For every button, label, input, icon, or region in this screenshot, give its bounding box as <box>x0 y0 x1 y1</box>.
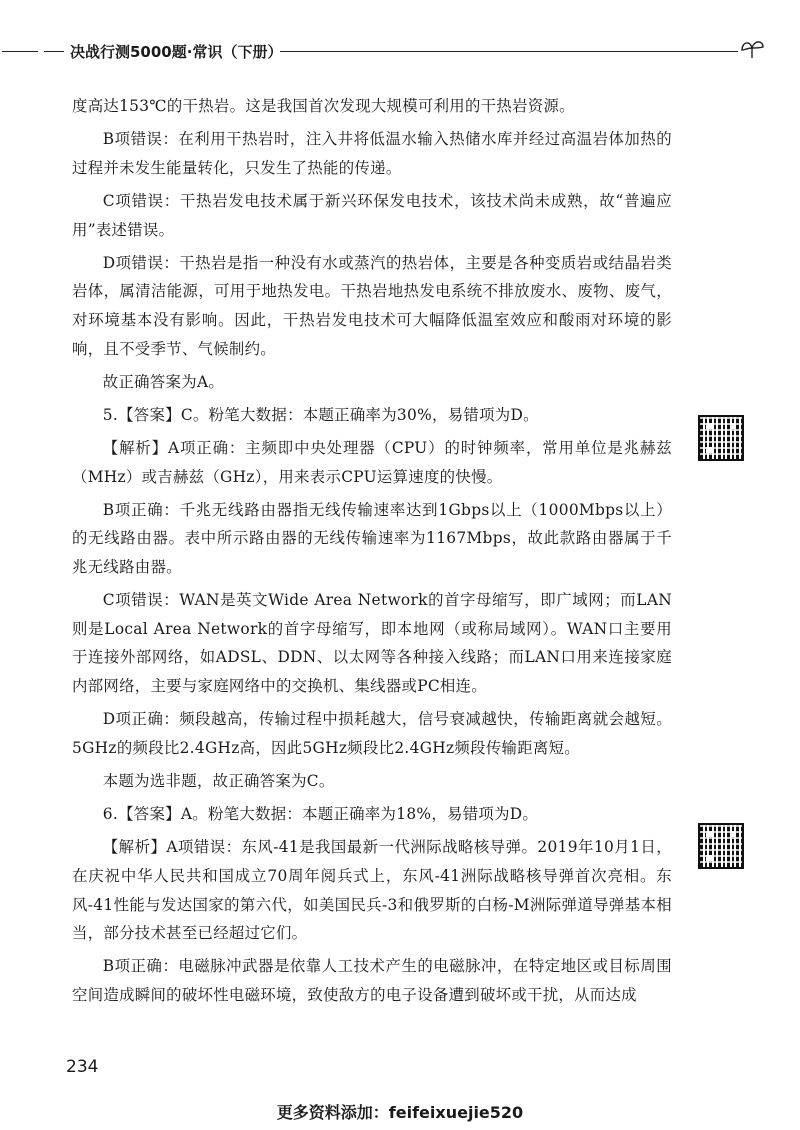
paragraph: D项正确：频段越高，传输过程中损耗越大，信号衰减越快，传输距离就会越短。5GHz的频段比2.4GHz高，因此5GHz频段比2.4GHz频段传输距离短。 <box>72 710 672 757</box>
footer-note: 更多资料添加：feifeixuejie520 <box>276 1103 524 1122</box>
header-rule <box>2 51 38 52</box>
paragraph: C项错误：WAN是英文Wide Area Network的首字母缩写，即广域网；而LAN则是Local Area Network的首字母缩写，即本地网（或称局域网）。WAN口主要用于连接外部网络，如ADSL、DDN、以太网等各种接入线路；而LAN口用来连接家庭内部网络，主要与家庭网络中的交换机、集线器或PC相连。 <box>72 591 672 696</box>
page-body <box>72 92 672 1014</box>
paragraph: 【解析】A项错误：东风-41是我国最新一代洲际战略核导弹。2019年10月1日，在庆祝中华人民共和国成立70周年阅兵式上，东风-41洲际战略核导弹首次亮相。东风-41性能与发达国家的第六代，如美国民兵-3和俄罗斯的白杨-M洲际弹道导弹基本相当，部分技术甚至已经超过它们。 <box>72 838 672 943</box>
paragraph: 度高达153℃的干热岩。这是我国首次发现大规模可利用的干热岩资源。 <box>72 97 575 115</box>
book-title: 决战行测5000题·常识（下册） <box>70 43 283 61</box>
paragraph: 故正确答案为A。 <box>102 372 225 391</box>
paragraph: B项错误：在利用干热岩时，注入井将低温水输入热储水库并经过高温岩体加热的过程并未发生能量转化，只发生了热能的传递。 <box>72 130 672 177</box>
leaf-ornament-icon <box>738 36 766 62</box>
page-header <box>0 36 800 66</box>
answer-heading: 6.【答案】A。粉笔大数据：本题正确率为18%，易错项为D。 <box>102 805 539 824</box>
qr-code-icon <box>698 823 744 869</box>
header-rule <box>280 51 738 52</box>
page-number: 234 <box>66 1057 99 1077</box>
paragraph: D项错误：干热岩是指一种没有水或蒸汽的热岩体，主要是各种变质岩或结晶岩类岩体，属清洁能源，可用于地热发电。干热岩地热发电系统不排放废水、废物、废气，对环境基本没有影响。因此，干热岩发电技术可大幅降低温室效应和酸雨对环境的影响，且不受季节、气候制约。 <box>72 253 672 358</box>
qr-code-icon <box>698 415 744 461</box>
answer-heading: 5.【答案】C。粉笔大数据：本题正确率为30%，易错项为D。 <box>102 405 539 424</box>
paragraph: B项正确：电磁脉冲武器是依靠人工技术产生的电磁脉冲，在特定地区或目标周围空间造成瞬间的破坏性电磁环境，致使敌方的电子设备遭到破坏或干扰，从而达成 <box>72 957 672 1004</box>
paragraph: 【解析】A项正确：主频即中央处理器（CPU）的时钟频率，常用单位是兆赫兹（MHz）或吉赫兹（GHz），用来表示CPU运算速度的快慢。 <box>72 439 672 486</box>
paragraph: C项错误：干热岩发电技术属于新兴环保发电技术，该技术尚未成熟，故“普遍应用”表述错误。 <box>72 191 672 239</box>
header-rule <box>44 51 64 52</box>
paragraph: 本题为选非题，故正确答案为C。 <box>102 772 335 790</box>
paragraph: B项正确：千兆无线路由器指无线传输速率达到1Gbps以上（1000Mbps以上）的无线路由器。表中所示路由器的无线传输速率为1167Mbps，故此款路由器属于千兆无线路由器。 <box>72 500 672 577</box>
